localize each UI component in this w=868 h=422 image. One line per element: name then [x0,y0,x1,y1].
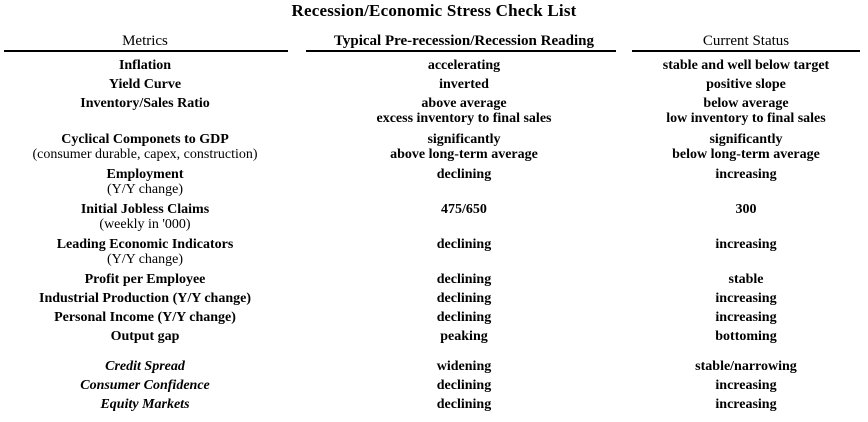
current-value: increasing [715,378,777,393]
current-value: increasing [715,310,777,325]
row-output-gap-metric [0,329,290,344]
row-personal-income-current [630,310,862,325]
row-profit-employee-current [630,272,862,287]
typical-value: declining [436,310,492,325]
typical-value: significantly [427,132,501,147]
row-inflation-metric [0,58,290,73]
row-yield-curve-current [630,77,862,92]
current-value: stable [728,272,764,287]
header-current-status: Current Status [702,33,790,49]
metric-label: Initial Jobless Claims [80,202,210,217]
current-value: 300 [735,202,757,217]
current-value-detail: below long-term average [672,147,820,162]
row-personal-income-metric [0,310,290,325]
row-credit-spread-current [630,359,862,374]
row-profit-employee-metric [0,272,290,287]
row-inventory-sales-typical [302,96,626,126]
metric-sublabel: (Y/Y change) [106,252,184,267]
header-typical-reading: Typical Pre-recession/Recession Reading [334,33,594,49]
row-equity-markets-current [630,397,862,412]
typical-value-detail: excess inventory to final sales [376,111,552,126]
row-leading-indicators-metric [0,237,290,267]
current-value: stable and well below target [662,58,830,73]
current-value: increasing [715,291,777,306]
row-yield-curve-typical [302,77,626,92]
row-industrial-production-current [630,291,862,306]
typical-value: declining [436,167,492,182]
row-industrial-production-typical [302,291,626,306]
typical-value: declining [436,237,492,252]
row-consumer-confidence-metric [0,378,290,393]
current-value-detail: low inventory to final sales [666,111,826,126]
typical-value: 475/650 [441,202,487,217]
row-jobless-claims-metric [0,202,290,232]
row-inventory-sales-current [630,96,862,126]
row-equity-markets-metric [0,397,290,412]
row-employment-metric [0,167,290,197]
current-value: increasing [715,397,777,412]
metric-label: Employment [106,167,184,182]
row-cyclical-gdp-typical [302,132,626,162]
metric-label: Consumer Confidence [80,378,210,393]
metric-label: Equity Markets [100,397,190,412]
row-leading-indicators-current [630,237,862,252]
header-rule-typical [306,50,616,52]
row-personal-income-typical [302,310,626,325]
current-value: increasing [715,167,777,182]
typical-value: declining [436,291,492,306]
metric-sublabel: (consumer durable, capex, construction) [32,147,258,162]
typical-value: declining [436,378,492,393]
row-equity-markets-typical [302,397,626,412]
metric-label: Yield Curve [108,77,182,92]
metric-label: Industrial Production (Y/Y change) [39,291,251,306]
row-output-gap-typical [302,329,626,344]
header-metrics: Metrics [122,33,168,49]
metric-sublabel: (Y/Y change) [106,182,184,197]
row-credit-spread-metric [0,359,290,374]
current-value: bottoming [715,329,777,344]
row-credit-spread-typical [302,359,626,374]
metric-sublabel: (weekly in '000) [99,217,191,232]
row-profit-employee-typical [302,272,626,287]
current-value: stable/narrowing [695,359,797,374]
metric-label: Personal Income (Y/Y change) [54,310,236,325]
metric-label: Inflation [118,58,172,73]
typical-value: accelerating [427,58,501,73]
page-title: Recession/Economic Stress Check List [291,1,577,20]
current-value: significantly [709,132,783,147]
metric-label: Leading Economic Indicators [56,237,234,252]
metric-label: Credit Spread [105,359,185,374]
row-consumer-confidence-current [630,378,862,393]
typical-value: declining [436,272,492,287]
row-yield-curve-metric [0,77,290,92]
typical-value: widening [436,359,492,374]
row-cyclical-gdp-metric [0,132,290,162]
header-rule-metrics [4,50,288,52]
row-inflation-typical [302,58,626,73]
metric-label: Inventory/Sales Ratio [80,96,210,111]
row-employment-typical [302,167,626,182]
row-jobless-claims-typical [302,202,626,217]
typical-value: inverted [439,77,489,92]
row-output-gap-current [630,329,862,344]
row-inflation-current [630,58,862,73]
row-inventory-sales-metric [0,96,290,111]
row-employment-current [630,167,862,182]
current-value: below average [703,96,789,111]
metric-label: Output gap [110,329,180,344]
metric-label: Cyclical Componets to GDP [61,132,229,147]
header-rule-current [632,50,860,52]
typical-value: above average [421,96,507,111]
typical-value: declining [436,397,492,412]
row-leading-indicators-typical [302,237,626,252]
row-industrial-production-metric [0,291,290,306]
row-consumer-confidence-typical [302,378,626,393]
metric-label: Profit per Employee [84,272,206,287]
row-cyclical-gdp-current [630,132,862,162]
current-value: increasing [715,237,777,252]
typical-value: peaking [440,329,488,344]
typical-value-detail: above long-term average [390,147,538,162]
row-jobless-claims-current [630,202,862,217]
current-value: positive slope [706,77,786,92]
